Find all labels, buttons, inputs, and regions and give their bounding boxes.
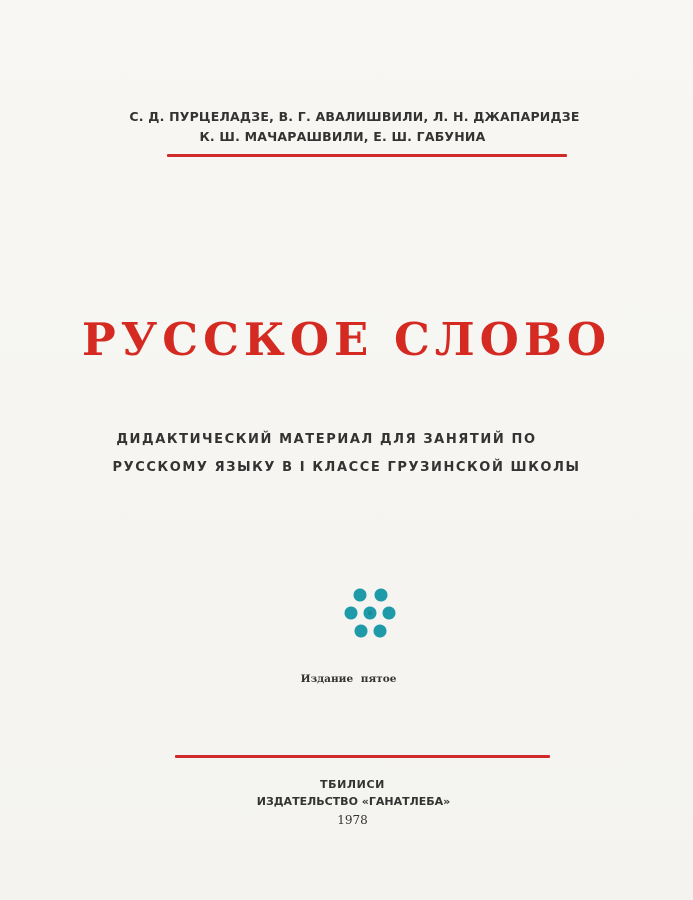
authors-line-2: К. Ш. МАЧАРАШВИЛИ, Е. Ш. ГАБУНИА xyxy=(199,129,486,144)
authors-block xyxy=(0,107,693,147)
imprint-block xyxy=(0,776,693,829)
flower-ornament-icon xyxy=(344,586,396,642)
book-title: РУССКОЕ СЛОВО xyxy=(81,313,612,366)
bottom-red-rule xyxy=(175,755,550,758)
authors-line-1: С. Д. ПУРЦЕЛАДЗЕ, В. Г. АВАЛИШВИЛИ, Л. Н. ДЖАПАРИДЗЕ xyxy=(129,109,580,124)
imprint-city: ТБИЛИСИ xyxy=(320,778,385,791)
top-red-rule xyxy=(167,154,567,157)
imprint-publisher: ИЗДАТЕЛЬСТВО «ГАНАТЛЕБА» xyxy=(256,795,451,808)
book-subtitle xyxy=(0,426,693,482)
edition-note: Издание пятое xyxy=(300,673,397,685)
imprint-year: 1978 xyxy=(337,813,368,827)
subtitle-line-1: ДИДАКТИЧЕСКИЙ МАТЕРИАЛ ДЛЯ ЗАНЯТИЙ ПО xyxy=(116,432,537,447)
subtitle-line-2: РУССКОМУ ЯЗЫКУ В I КЛАССЕ ГРУЗИНСКОЙ ШКОЛЫ xyxy=(112,460,581,475)
